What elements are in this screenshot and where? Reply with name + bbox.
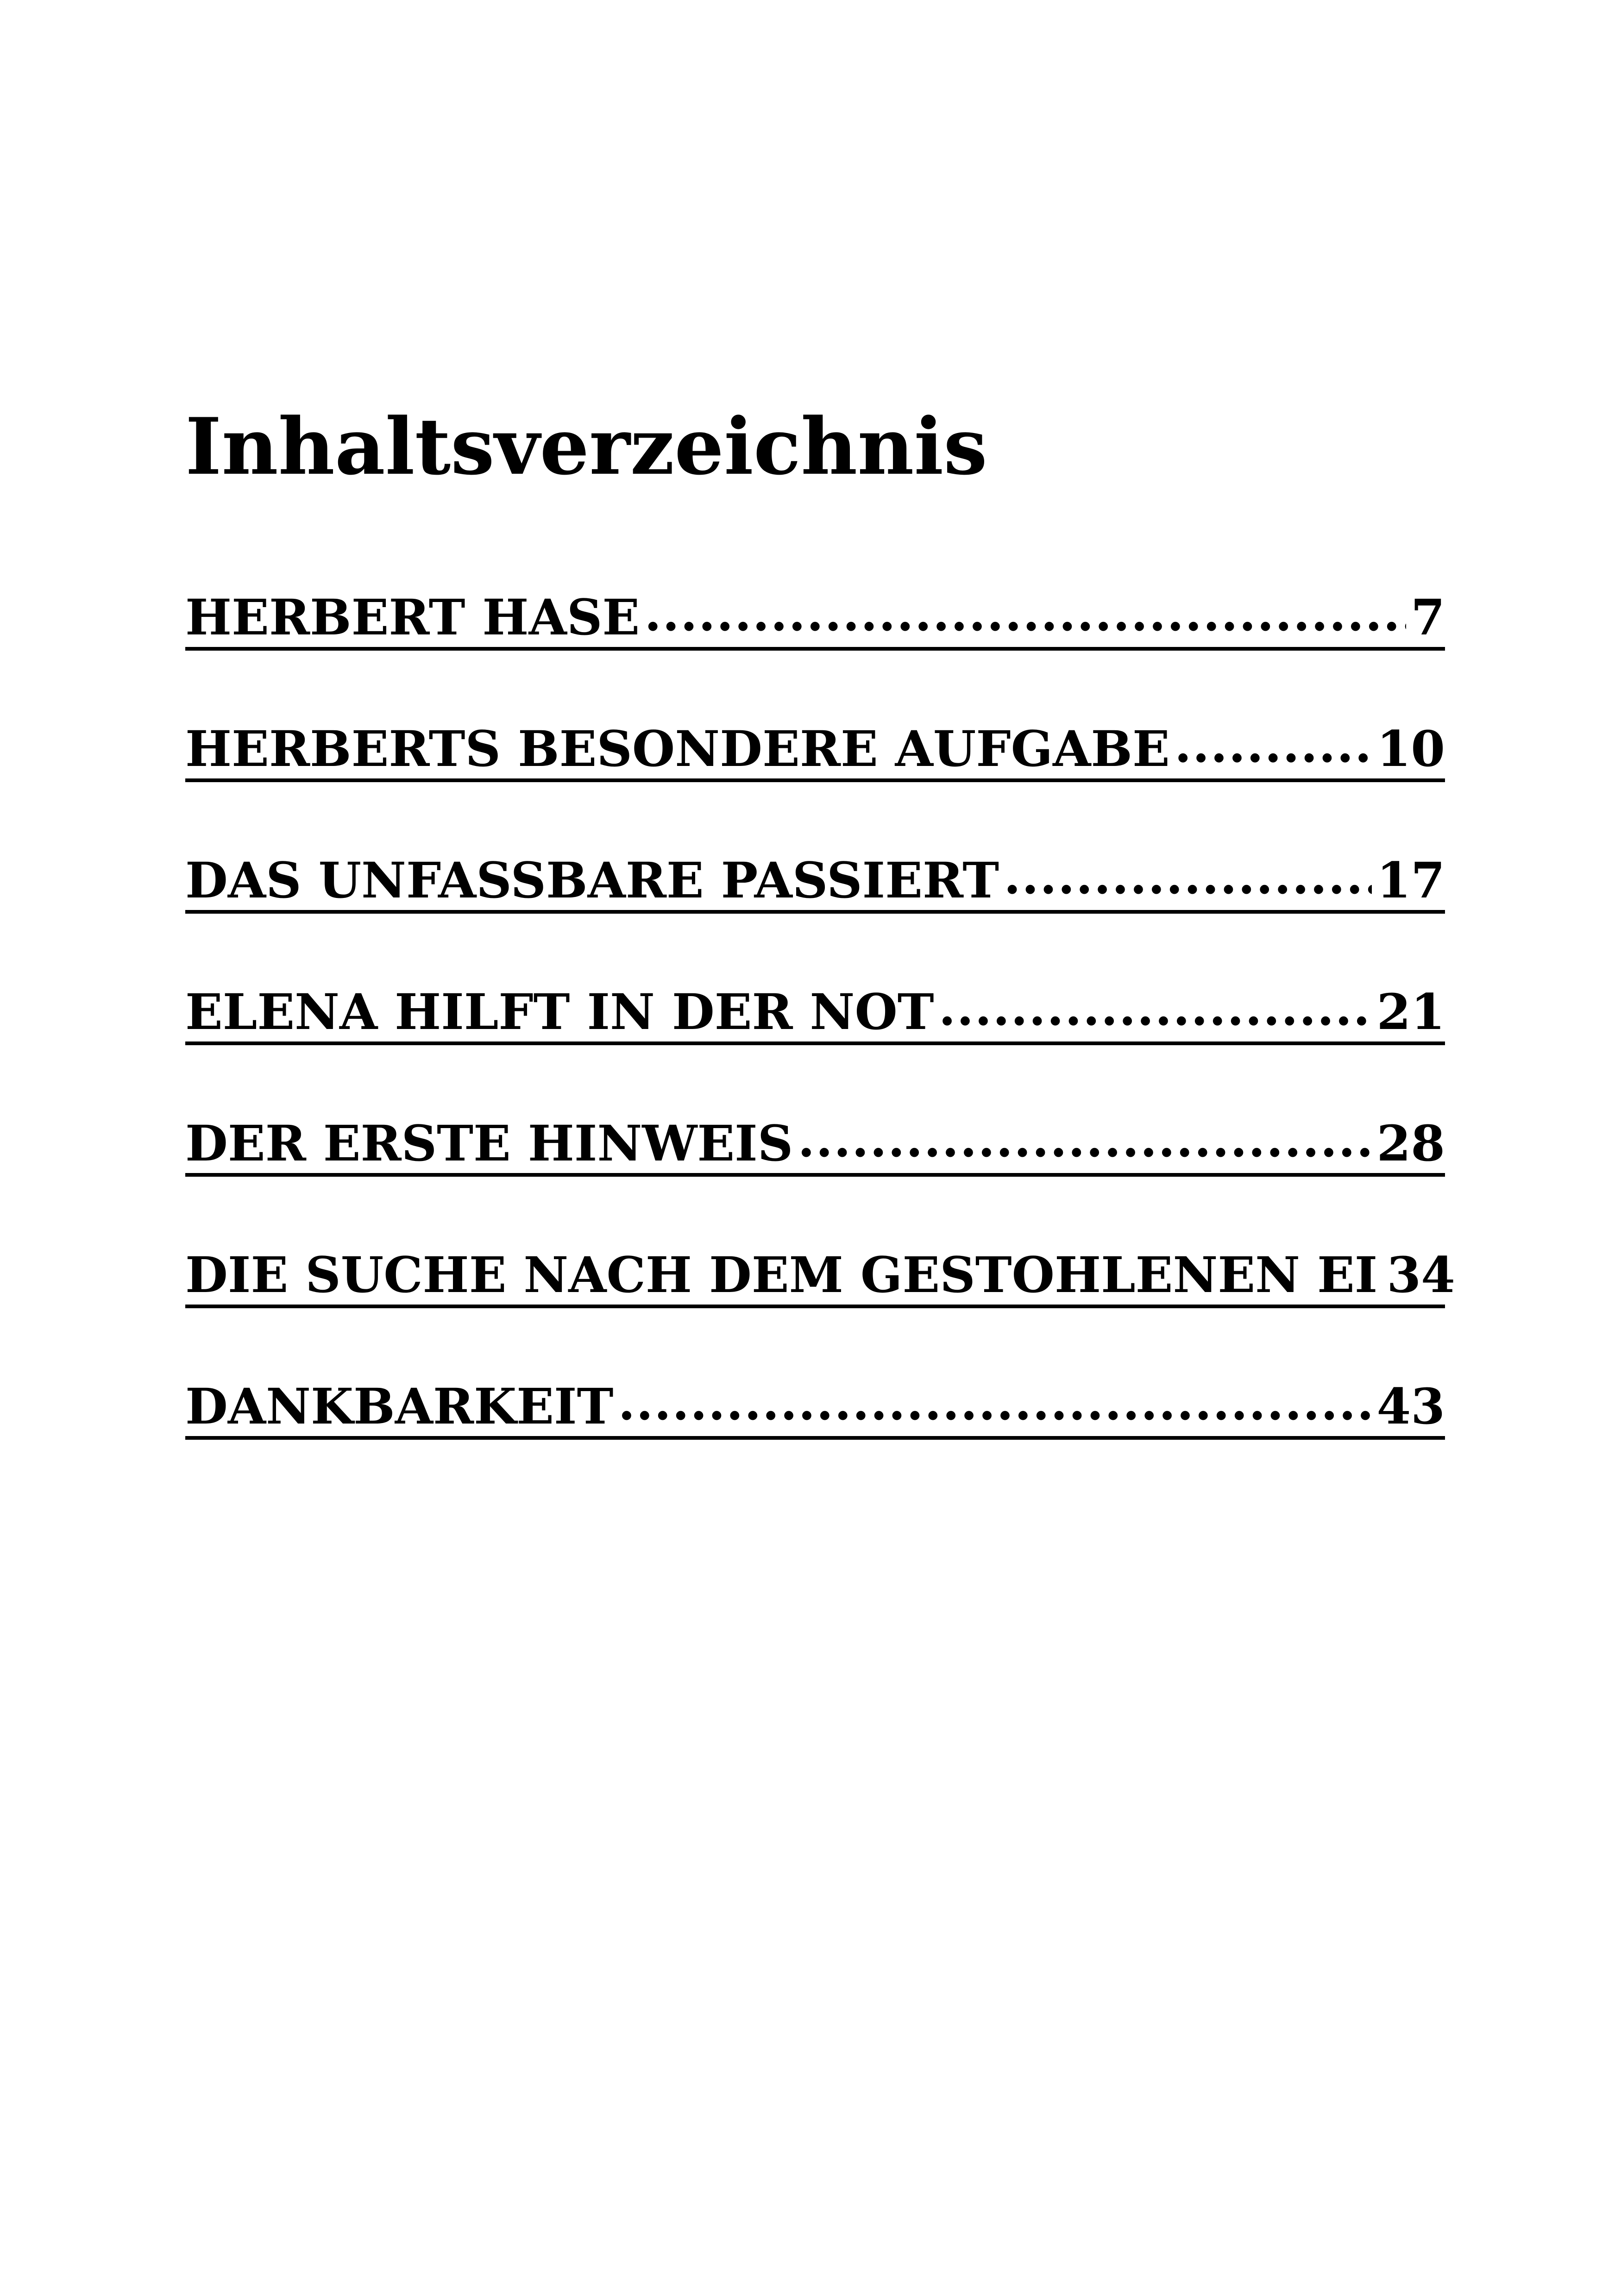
toc-page-number: 21: [1376, 983, 1445, 1041]
toc-page-number: 43: [1376, 1377, 1445, 1435]
toc-entry[interactable]: [185, 1246, 1455, 1377]
toc-dot-leader: [1004, 853, 1372, 897]
toc-dot-leader: [618, 1380, 1372, 1424]
toc-entry-title: DER ERSTE HINWEIS: [185, 1114, 793, 1172]
toc-entry[interactable]: [185, 588, 1445, 720]
toc-entry-title: DAS UNFASSBARE PASSIERT: [185, 851, 999, 909]
toc-page-number: 17: [1376, 851, 1445, 909]
toc-entry-link[interactable]: [185, 588, 1445, 651]
toc-dot-leader: [644, 590, 1406, 634]
toc-entry-link[interactable]: [185, 851, 1445, 914]
toc-dot-leader: [939, 985, 1372, 1029]
toc-entry-title: DIE SUCHE NACH DEM GESTOHLENEN EI: [185, 1246, 1378, 1304]
toc-entry-title: ELENA HILFT IN DER NOT: [185, 983, 934, 1041]
toc-entry[interactable]: [185, 851, 1445, 983]
toc-entry[interactable]: [185, 720, 1445, 851]
toc-entry-title: HERBERT HASE: [185, 588, 640, 646]
toc-entry-title: HERBERTS BESONDERE AUFGABE: [185, 720, 1170, 778]
toc-entry[interactable]: [185, 1114, 1445, 1246]
toc-dot-leader: [798, 1117, 1372, 1161]
toc-dot-leader: [1175, 722, 1372, 766]
toc-entry-link[interactable]: [185, 983, 1445, 1045]
toc-page-number: 34: [1387, 1246, 1455, 1304]
toc-heading: Inhaltsverzeichnis: [185, 401, 987, 492]
toc-entry[interactable]: [185, 1377, 1445, 1509]
toc-entry-link[interactable]: [185, 720, 1445, 782]
toc-entry-link[interactable]: [185, 1377, 1445, 1440]
toc-entry[interactable]: [185, 983, 1445, 1114]
toc-page-number: 28: [1376, 1114, 1445, 1172]
toc-entry-link[interactable]: [185, 1246, 1455, 1308]
toc-page-number: 7: [1411, 588, 1445, 646]
toc-entry-title: DANKBARKEIT: [185, 1377, 614, 1435]
toc-list: [185, 588, 1455, 1509]
toc-page-number: 10: [1376, 720, 1445, 778]
toc-entry-link[interactable]: [185, 1114, 1445, 1177]
